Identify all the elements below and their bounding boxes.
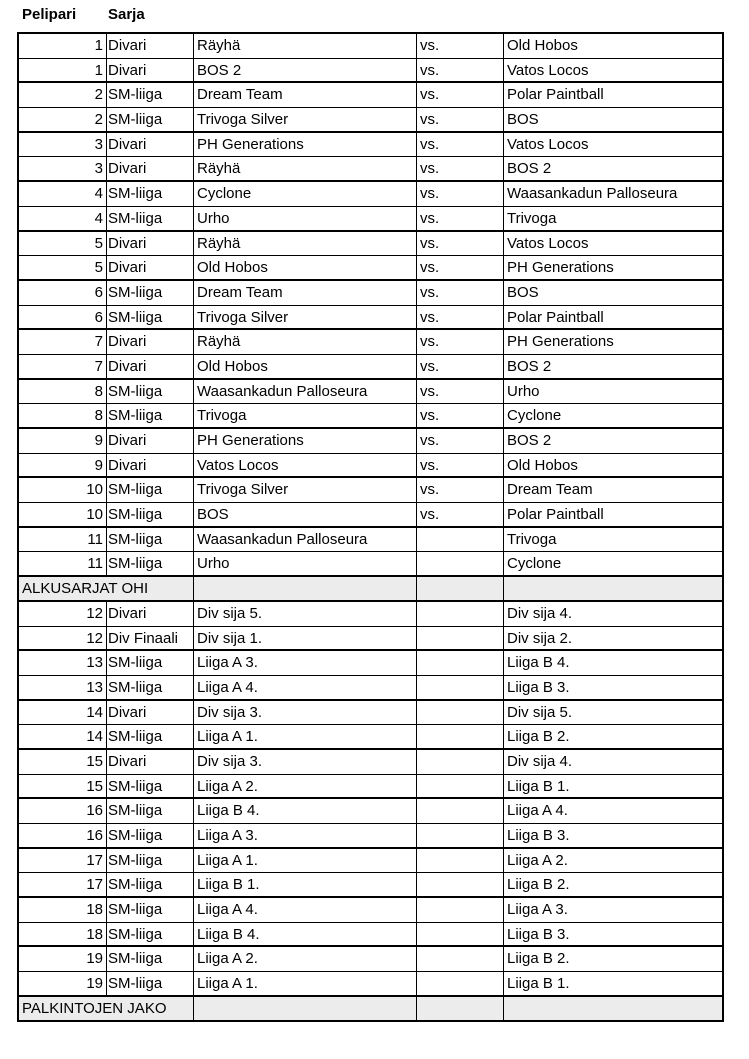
table-row [17, 627, 724, 652]
away-team-cell: Liiga B 2. [503, 873, 722, 896]
series-cell: Divari [106, 355, 193, 378]
pair-number-cell: 15 [86, 752, 103, 770]
versus-cell [416, 972, 503, 995]
home-team-cell: Old Hobos [193, 256, 416, 279]
series-cell: Divari [106, 59, 193, 82]
pair-number-cell: 8 [94, 382, 103, 400]
empty-cell [416, 997, 503, 1020]
pair-number-cell: 2 [94, 86, 103, 104]
pair-number-cell: 19 [86, 950, 103, 968]
section-label: PALKINTOJEN JAKO [22, 999, 167, 1017]
versus-cell: vs. [416, 429, 503, 453]
pair-number-cell: 12 [86, 629, 103, 647]
away-team-cell: Liiga B 2. [503, 725, 722, 748]
pair-number-cell: 13 [86, 654, 103, 672]
versus-cell [416, 873, 503, 896]
away-team-cell: BOS 2 [503, 157, 722, 180]
pair-number-cell: 1 [94, 37, 103, 54]
series-cell: SM-liiga [106, 108, 193, 131]
series-cell: SM-liiga [106, 528, 193, 552]
away-team-cell: Polar Paintball [503, 503, 722, 526]
versus-cell [416, 627, 503, 650]
series-cell: SM-liiga [106, 947, 193, 971]
home-team-cell: Trivoga [193, 404, 416, 427]
table-row [17, 602, 724, 627]
home-team-cell: Räyhä [193, 34, 416, 58]
pair-number-cell: 11 [87, 530, 103, 548]
series-cell: SM-liiga [106, 873, 193, 896]
pair-number-cell: 17 [86, 876, 103, 894]
home-team-cell: Dream Team [193, 83, 416, 107]
away-team-cell: BOS 2 [503, 355, 722, 378]
versus-cell [416, 849, 503, 873]
table-row [17, 404, 724, 429]
home-team-cell: Vatos Locos [193, 454, 416, 477]
pair-number-cell: 16 [86, 827, 103, 844]
versus-cell: vs. [416, 330, 503, 354]
away-team-cell: Old Hobos [503, 454, 722, 477]
versus-cell: vs. [416, 454, 503, 477]
versus-cell [416, 799, 503, 823]
away-team-cell: Liiga B 4. [503, 651, 722, 675]
header-sarja: Sarja [108, 6, 145, 23]
away-team-cell: BOS [503, 281, 722, 305]
versus-cell [416, 602, 503, 626]
series-cell: Divari [106, 602, 193, 626]
versus-cell [416, 701, 503, 725]
versus-cell: vs. [416, 256, 503, 279]
pair-number-cell: 13 [86, 678, 103, 696]
series-cell: SM-liiga [106, 503, 193, 526]
versus-cell [416, 552, 503, 575]
table-row [17, 133, 724, 158]
table-row [17, 34, 724, 59]
pair-number-cell: 18 [86, 925, 103, 943]
empty-cell [416, 577, 503, 600]
pair-number-cell: 15 [86, 777, 103, 795]
pair-number-cell: 10 [86, 506, 103, 524]
series-cell: SM-liiga [106, 478, 193, 502]
pair-number-cell: 1 [94, 61, 103, 79]
home-team-cell: Urho [193, 207, 416, 230]
series-cell: Divari [106, 701, 193, 725]
series-cell: SM-liiga [106, 281, 193, 305]
home-team-cell: Liiga A 2. [193, 947, 416, 971]
table-row [17, 651, 724, 676]
home-team-cell: Liiga B 4. [193, 923, 416, 946]
pair-number-cell: 5 [94, 259, 103, 277]
series-cell: SM-liiga [106, 775, 193, 798]
table-row [17, 676, 724, 701]
home-team-cell: PH Generations [193, 429, 416, 453]
pair-number-cell: 4 [94, 185, 103, 203]
home-team-cell: Div sija 3. [193, 750, 416, 774]
table-row [17, 947, 724, 972]
section-label: ALKUSARJAT OHI [22, 580, 149, 598]
versus-cell: vs. [416, 306, 503, 329]
home-team-cell: Liiga A 2. [193, 775, 416, 798]
series-cell: SM-liiga [106, 725, 193, 748]
table-row [17, 207, 724, 232]
pair-number-cell: 6 [94, 308, 103, 326]
series-cell: SM-liiga [106, 306, 193, 329]
versus-cell [416, 775, 503, 798]
series-cell: Divari [106, 330, 193, 354]
versus-cell [416, 947, 503, 971]
home-team-cell: Räyhä [193, 157, 416, 180]
pair-number-cell: 7 [94, 333, 103, 351]
table-row [17, 750, 724, 775]
table-row [17, 330, 724, 355]
versus-cell: vs. [416, 59, 503, 82]
table-row [17, 824, 724, 849]
away-team-cell: Div sija 4. [503, 602, 722, 626]
away-team-cell: Waasankadun Palloseura [503, 182, 722, 206]
home-team-cell: Div sija 5. [193, 602, 416, 626]
table-row [17, 725, 724, 750]
versus-cell [416, 725, 503, 748]
versus-cell [416, 528, 503, 552]
pair-number-cell: 8 [94, 407, 103, 425]
pair-number-cell: 5 [94, 234, 103, 252]
away-team-cell: Div sija 4. [503, 750, 722, 774]
away-team-cell: Liiga A 4. [503, 799, 722, 823]
away-team-cell: Liiga B 3. [503, 676, 722, 699]
home-team-cell: Div sija 3. [193, 701, 416, 725]
home-team-cell: Div sija 1. [193, 627, 416, 650]
versus-cell [416, 750, 503, 774]
pair-number-cell: 7 [94, 357, 103, 375]
table-row [17, 775, 724, 800]
pair-number-cell: 12 [86, 604, 103, 622]
home-team-cell: Dream Team [193, 281, 416, 305]
away-team-cell: PH Generations [503, 256, 722, 279]
home-team-cell: Trivoga Silver [193, 478, 416, 502]
empty-cell [503, 577, 722, 600]
pair-number-cell: 17 [86, 851, 103, 869]
empty-cell [503, 997, 722, 1020]
versus-cell [416, 923, 503, 946]
home-team-cell: Cyclone [193, 182, 416, 206]
table-row [17, 83, 724, 108]
away-team-cell: PH Generations [503, 330, 722, 354]
empty-cell [193, 997, 416, 1020]
away-team-cell: Cyclone [503, 552, 722, 575]
home-team-cell: Liiga A 4. [193, 898, 416, 922]
series-cell: SM-liiga [106, 676, 193, 699]
pair-number-cell: 11 [87, 555, 103, 573]
table-row [17, 108, 724, 133]
table-row [17, 972, 724, 997]
versus-cell [416, 824, 503, 847]
away-team-cell: BOS [503, 108, 722, 131]
table-row [17, 503, 724, 528]
away-team-cell: Liiga B 1. [503, 972, 722, 995]
table-row [17, 182, 724, 207]
table-row [17, 478, 724, 503]
away-team-cell: Liiga B 1. [503, 775, 722, 798]
series-cell: Divari [106, 750, 193, 774]
series-cell: Divari [106, 232, 193, 256]
home-team-cell: BOS [193, 503, 416, 526]
schedule-table [17, 32, 724, 1022]
pair-number-cell: 3 [94, 135, 103, 153]
home-team-cell: Liiga B 1. [193, 873, 416, 896]
series-cell: SM-liiga [106, 182, 193, 206]
series-cell: Divari [106, 454, 193, 477]
away-team-cell: Cyclone [503, 404, 722, 427]
table-row [17, 59, 724, 84]
table-row [17, 429, 724, 454]
pair-number-cell: 18 [86, 901, 103, 919]
away-team-cell: Vatos Locos [503, 232, 722, 256]
pair-number-cell: 9 [94, 432, 103, 449]
series-cell: Divari [106, 429, 193, 453]
versus-cell [416, 651, 503, 675]
series-cell: SM-liiga [106, 404, 193, 427]
away-team-cell: Div sija 2. [503, 627, 722, 650]
away-team-cell: Liiga A 3. [503, 898, 722, 922]
series-cell: Divari [106, 34, 193, 58]
versus-cell: vs. [416, 207, 503, 230]
section-row [17, 997, 724, 1022]
pair-number-cell: 4 [94, 209, 103, 227]
pair-number-cell: 14 [86, 703, 103, 721]
versus-cell: vs. [416, 157, 503, 180]
series-cell: SM-liiga [106, 898, 193, 922]
home-team-cell: PH Generations [193, 133, 416, 157]
series-cell: SM-liiga [106, 207, 193, 230]
versus-cell: vs. [416, 108, 503, 131]
versus-cell: vs. [416, 478, 503, 502]
series-cell: Div Finaali [106, 627, 193, 650]
table-row [17, 923, 724, 948]
table-row [17, 528, 724, 553]
away-team-cell: Dream Team [503, 478, 722, 502]
away-team-cell: Liiga B 2. [503, 947, 722, 971]
series-cell: SM-liiga [106, 380, 193, 404]
table-row [17, 281, 724, 306]
pair-number-cell: 3 [94, 160, 103, 178]
versus-cell: vs. [416, 503, 503, 526]
away-team-cell: Trivoga [503, 528, 722, 552]
home-team-cell: Trivoga Silver [193, 108, 416, 131]
versus-cell: vs. [416, 182, 503, 206]
home-team-cell: Liiga A 1. [193, 849, 416, 873]
header-pelipari: Pelipari [22, 6, 77, 23]
home-team-cell: Old Hobos [193, 355, 416, 378]
away-team-cell: Urho [503, 380, 722, 404]
series-cell: Divari [106, 256, 193, 279]
away-team-cell: Trivoga [503, 207, 722, 230]
away-team-cell: Old Hobos [503, 34, 722, 58]
home-team-cell: Liiga A 1. [193, 725, 416, 748]
home-team-cell: Waasankadun Palloseura [193, 528, 416, 552]
empty-cell [193, 577, 416, 600]
pair-number-cell: 9 [94, 456, 103, 474]
home-team-cell: Trivoga Silver [193, 306, 416, 329]
table-row [17, 849, 724, 874]
series-cell: SM-liiga [106, 799, 193, 823]
home-team-cell: Räyhä [193, 232, 416, 256]
table-row [17, 256, 724, 281]
table-row [17, 355, 724, 380]
versus-cell: vs. [416, 83, 503, 107]
table-row [17, 799, 724, 824]
section-row [17, 577, 724, 602]
away-team-cell: Liiga B 3. [503, 824, 722, 847]
versus-cell: vs. [416, 133, 503, 157]
home-team-cell: Liiga A 1. [193, 972, 416, 995]
away-team-cell: Vatos Locos [503, 59, 722, 82]
table-row [17, 232, 724, 257]
table-row [17, 552, 724, 577]
series-cell: SM-liiga [106, 83, 193, 107]
table-row [17, 873, 724, 898]
versus-cell: vs. [416, 380, 503, 404]
table-row [17, 454, 724, 479]
series-cell: SM-liiga [106, 923, 193, 946]
home-team-cell: Liiga A 4. [193, 676, 416, 699]
home-team-cell: Waasankadun Palloseura [193, 380, 416, 404]
series-cell: Divari [106, 133, 193, 157]
series-cell: Divari [106, 157, 193, 180]
versus-cell: vs. [416, 404, 503, 427]
pair-number-cell: 6 [94, 283, 103, 301]
versus-cell [416, 676, 503, 699]
away-team-cell: Liiga A 2. [503, 849, 722, 873]
table-row [17, 701, 724, 726]
series-cell: SM-liiga [106, 972, 193, 995]
table-row [17, 898, 724, 923]
versus-cell [416, 898, 503, 922]
series-cell: SM-liiga [106, 651, 193, 675]
home-team-cell: Liiga B 4. [193, 799, 416, 823]
pair-number-cell: 14 [86, 728, 103, 746]
versus-cell: vs. [416, 355, 503, 378]
home-team-cell: BOS 2 [193, 59, 416, 82]
away-team-cell: Polar Paintball [503, 306, 722, 329]
series-cell: SM-liiga [106, 824, 193, 847]
table-row [17, 157, 724, 182]
home-team-cell: Urho [193, 552, 416, 575]
versus-cell: vs. [416, 34, 503, 58]
pair-number-cell: 16 [86, 802, 103, 820]
series-cell: SM-liiga [106, 849, 193, 873]
home-team-cell: Liiga A 3. [193, 824, 416, 847]
versus-cell: vs. [416, 232, 503, 256]
table-row [17, 380, 724, 405]
away-team-cell: Vatos Locos [503, 133, 722, 157]
pair-number-cell: 10 [86, 481, 103, 499]
away-team-cell: Liiga B 3. [503, 923, 722, 946]
away-team-cell: Polar Paintball [503, 83, 722, 107]
pair-number-cell: 19 [86, 975, 103, 993]
versus-cell: vs. [416, 281, 503, 305]
series-cell: SM-liiga [106, 552, 193, 575]
away-team-cell: BOS 2 [503, 429, 722, 453]
away-team-cell: Div sija 5. [503, 701, 722, 725]
home-team-cell: Liiga A 3. [193, 651, 416, 675]
home-team-cell: Räyhä [193, 330, 416, 354]
table-row [17, 306, 724, 331]
pair-number-cell: 2 [94, 111, 103, 129]
